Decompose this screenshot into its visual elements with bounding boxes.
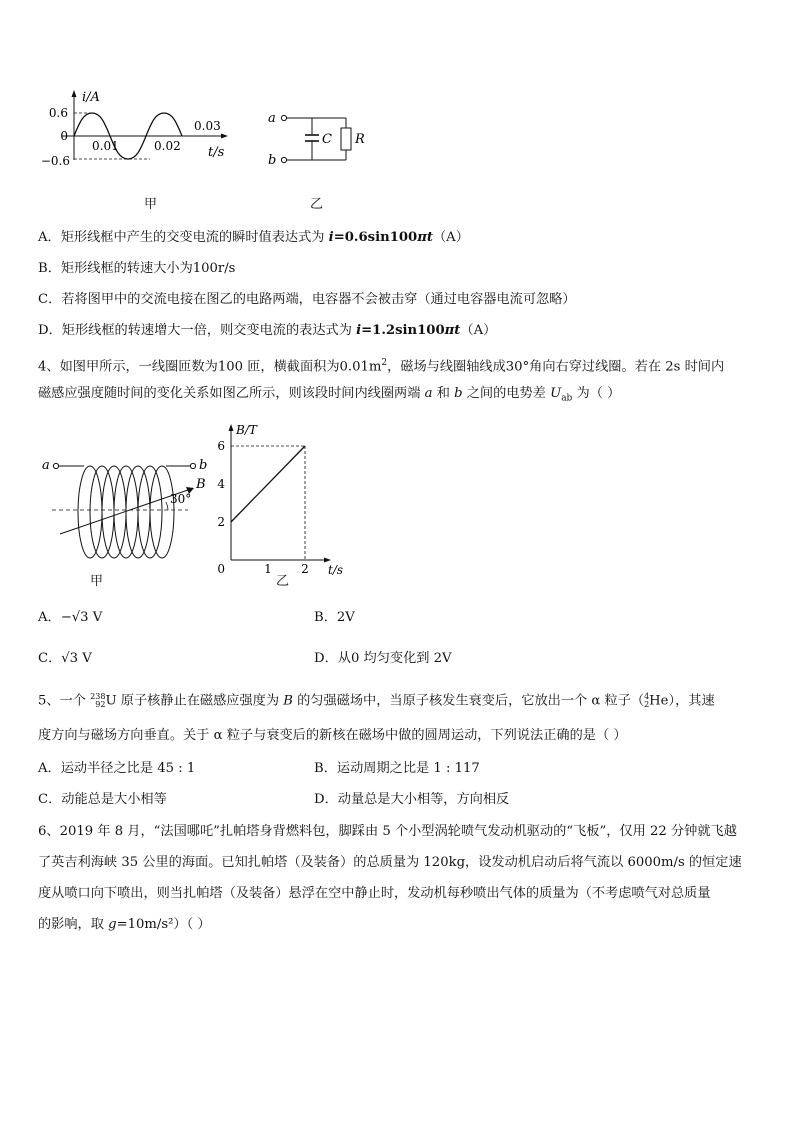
resistor (341, 128, 351, 150)
bt-y-tick-6: 6 (217, 439, 225, 453)
q4-option-b: B．2V (314, 610, 355, 625)
y-axis-label: i/A (82, 90, 100, 105)
q3-option-b: B．矩形线框的转速大小为100r/s (38, 261, 236, 276)
q4-stem-line2: 磁感应强度随时间的变化关系如图乙所示，则该段时间内线圈两端 a 和 b 之间的电势差 $U_{ab}$ 为（ ） (38, 386, 621, 404)
q4-option-d: D．从0 均匀变化到 2V (314, 651, 452, 666)
q4-option-c: C．√3 V (38, 651, 92, 666)
b-t-graph (210, 420, 360, 580)
q4-stem-line1: 4、如图甲所示，一线圈匝数为100 匝，横截面积为$0.01m^2$，磁场与线圈轴线成30°角向右穿过线圈。若在 2s 时间内 (38, 358, 725, 375)
terminal-b-label: b (268, 153, 277, 168)
x-tick-001: 0.01 (92, 139, 119, 153)
u-nuclide-numbers: 238 92 (90, 692, 106, 709)
q6-stem-line1: 6、2019 年 8 月，“法国哪吒”扎帕塔身背燃料包，脚踩由 5 个小型涡轮喷气发动机驱动的“飞板”，仅用 22 分钟就飞越 (38, 824, 737, 839)
y-tick-zero: 0 (60, 129, 68, 143)
q3-option-c: C．若将图甲中的交流电接在图乙的电路两端，电容器不会被击穿（通过电容器电流可忽略） (38, 292, 576, 307)
q5-option-a: A．运动半径之比是 45 : 1 (38, 761, 196, 776)
rc-circuit (262, 104, 372, 170)
y-tick-peak: 0.6 (48, 106, 68, 120)
field-b-label: B (196, 477, 206, 492)
angle-label: 30° (170, 492, 192, 506)
q5-option-c: C．动能总是大小相等 (38, 792, 167, 807)
bt-y-tick-2: 2 (217, 515, 225, 529)
bt-data-line (231, 446, 305, 522)
q4-option-a: A．−√3 V (38, 610, 103, 625)
terminal-a-label: a (268, 111, 276, 126)
q6-stem-line4: 的影响，取 g=10m/s²）（ ） (38, 917, 211, 932)
y-tick-trough: −0.6 (40, 154, 70, 166)
x-axis-arrow (221, 134, 228, 139)
coil-figure (38, 440, 218, 570)
bt-y-tick-4: 4 (217, 477, 225, 491)
q6-stem-line3: 度从喷口向下喷出，则当扎帕塔（及装备）悬浮在空中静止时，发动机每秒喷出气体的质量为（不考虑喷气对总质量 (38, 886, 711, 901)
coil-terminal-b-label: b (199, 458, 208, 473)
x-tick-002: 0.02 (154, 139, 181, 153)
x-tick-003: 0.03 (194, 119, 221, 133)
q5-option-d: D．动量总是大小相等，方向相反 (314, 792, 510, 807)
bt-x-axis-label: t/s (328, 563, 344, 577)
x-axis-label: t/s (208, 145, 225, 160)
coil-loops (78, 466, 174, 558)
y-axis-arrow (72, 90, 77, 97)
resistor-label: R (355, 132, 365, 147)
bt-x-tick-1: 1 (264, 562, 272, 576)
q5-stem-line2: 度方向与磁场方向垂直。关于 α 粒子与衰变后的新核在磁场中做的圆周运动，下列说法正确的是（ ） (38, 728, 627, 743)
q5-stem-line1: 5、一个 238 92U 原子核静止在磁感应强度为 B 的匀强磁场中，当原子核发生衰变后，它放出一个 α 粒子（4 2He），其速 (38, 692, 715, 709)
q5-option-b: B．运动周期之比是 1 : 117 (314, 761, 480, 776)
q3-option-a: A．矩形线框中产生的交变电流的瞬时值表达式为 i=0.6sin100πt（A） (38, 230, 469, 245)
caption-yi-top: 乙 (310, 197, 324, 212)
bt-x-tick-2: 2 (301, 562, 309, 576)
angle-arc (166, 502, 168, 510)
caption-jia-top: 甲 (144, 197, 158, 212)
sine-current-graph (38, 86, 238, 166)
caption-yi-graph: 乙 (276, 574, 290, 589)
caption-jia-coil: 甲 (90, 574, 104, 589)
q3-option-d: D．矩形线框的转速增大一倍，则交变电流的表达式为 i=1.2sin100πt（A） (38, 323, 497, 338)
terminal-a (281, 115, 286, 120)
bt-y-tick-0: 0 (217, 562, 225, 576)
capacitor-label: C (322, 132, 332, 147)
he-nuclide-numbers: 4 2 (644, 692, 650, 709)
q6-stem-line2: 了英吉利海峡 35 公里的海面。已知扎帕塔（及装备）的总质量为 120kg，设发动机启动后将气流以 6000m/s 的恒定速 (38, 855, 742, 870)
terminal-b (281, 157, 286, 162)
field-b-line (60, 490, 188, 534)
bt-y-axis-label: B/T (236, 423, 257, 437)
coil-terminal-a-label: a (42, 458, 50, 473)
